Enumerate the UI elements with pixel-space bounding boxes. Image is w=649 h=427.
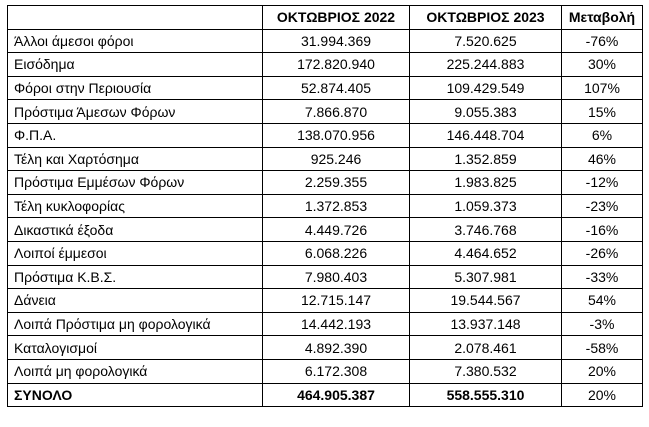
table-row xyxy=(8,359,643,383)
value-2022: 14.442.193 xyxy=(263,312,410,336)
row-label: Δικαστικά έξοδα xyxy=(8,218,263,242)
table-row xyxy=(8,100,643,124)
value-2023: 7.520.625 xyxy=(410,29,562,53)
change-value: 20% xyxy=(562,359,643,383)
value-2022: 2.259.355 xyxy=(263,171,410,195)
row-label: Πρόστιμα Άμεσων Φόρων xyxy=(8,100,263,124)
total-2022: 464.905.387 xyxy=(263,383,410,407)
row-label: Δάνεια xyxy=(8,289,263,313)
table-row xyxy=(8,194,643,218)
row-label: Πρόστιμα Εμμέσων Φόρων xyxy=(8,171,263,195)
value-2022: 4.892.390 xyxy=(263,336,410,360)
change-value: -3% xyxy=(562,312,643,336)
row-label: Εισόδημα xyxy=(8,53,263,77)
value-2023: 1.352.859 xyxy=(410,147,562,171)
header-row xyxy=(8,6,643,30)
table-row xyxy=(8,289,643,313)
row-label: Άλλοι άμεσοι φόροι xyxy=(8,29,263,53)
row-label: Λοιπά μη φορολογικά xyxy=(8,359,263,383)
value-2022: 925.246 xyxy=(263,147,410,171)
row-label: Τέλη κυκλοφορίας xyxy=(8,194,263,218)
value-2023: 146.448.704 xyxy=(410,123,562,147)
value-2022: 7.980.403 xyxy=(263,265,410,289)
row-label: Καταλογισμοί xyxy=(8,336,263,360)
value-2022: 7.866.870 xyxy=(263,100,410,124)
table-row xyxy=(8,336,643,360)
value-2022: 6.068.226 xyxy=(263,241,410,265)
change-value: 46% xyxy=(562,147,643,171)
change-value: -33% xyxy=(562,265,643,289)
change-value: 6% xyxy=(562,123,643,147)
value-2023: 13.937.148 xyxy=(410,312,562,336)
total-row xyxy=(8,383,643,407)
total-2023: 558.555.310 xyxy=(410,383,562,407)
value-2023: 225.244.883 xyxy=(410,53,562,77)
change-value: 107% xyxy=(562,76,643,100)
row-label: Φόροι στην Περιουσία xyxy=(8,76,263,100)
value-2022: 172.820.940 xyxy=(263,53,410,77)
change-value: -26% xyxy=(562,241,643,265)
revenue-table xyxy=(7,5,643,407)
value-2023: 1.983.825 xyxy=(410,171,562,195)
table-row xyxy=(8,241,643,265)
value-2022: 52.874.405 xyxy=(263,76,410,100)
table-row xyxy=(8,218,643,242)
change-value: 30% xyxy=(562,53,643,77)
table-row xyxy=(8,76,643,100)
change-value: 54% xyxy=(562,289,643,313)
row-label: Λοιποί έμμεσοι xyxy=(8,241,263,265)
value-2022: 138.070.956 xyxy=(263,123,410,147)
row-label: Πρόστιμα Κ.Β.Σ. xyxy=(8,265,263,289)
row-label: Φ.Π.Α. xyxy=(8,123,263,147)
change-value: -23% xyxy=(562,194,643,218)
table-row xyxy=(8,53,643,77)
header-change: Μεταβολή xyxy=(562,6,643,30)
table-row xyxy=(8,265,643,289)
value-2023: 19.544.567 xyxy=(410,289,562,313)
table-row xyxy=(8,147,643,171)
value-2023: 5.307.981 xyxy=(410,265,562,289)
value-2023: 2.078.461 xyxy=(410,336,562,360)
value-2023: 109.429.549 xyxy=(410,76,562,100)
table-row xyxy=(8,123,643,147)
value-2022: 6.172.308 xyxy=(263,359,410,383)
total-change: 20% xyxy=(562,383,643,407)
change-value: -12% xyxy=(562,171,643,195)
value-2022: 12.715.147 xyxy=(263,289,410,313)
value-2022: 31.994.369 xyxy=(263,29,410,53)
table-row xyxy=(8,29,643,53)
change-value: -16% xyxy=(562,218,643,242)
value-2023: 9.055.383 xyxy=(410,100,562,124)
row-label: Τέλη και Χαρτόσημα xyxy=(8,147,263,171)
change-value: 15% xyxy=(562,100,643,124)
header-october-2022: ΟΚΤΩΒΡΙΟΣ 2022 xyxy=(263,6,410,30)
change-value: -58% xyxy=(562,336,643,360)
total-label: ΣΥΝΟΛΟ xyxy=(8,383,263,407)
value-2023: 3.746.768 xyxy=(410,218,562,242)
table-row xyxy=(8,171,643,195)
row-label: Λοιπά Πρόστιμα μη φορολογικά xyxy=(8,312,263,336)
header-october-2023: ΟΚΤΩΒΡΙΟΣ 2023 xyxy=(410,6,562,30)
header-category xyxy=(8,6,263,30)
value-2022: 1.372.853 xyxy=(263,194,410,218)
value-2023: 7.380.532 xyxy=(410,359,562,383)
value-2023: 4.464.652 xyxy=(410,241,562,265)
change-value: -76% xyxy=(562,29,643,53)
table-row xyxy=(8,312,643,336)
value-2023: 1.059.373 xyxy=(410,194,562,218)
value-2022: 4.449.726 xyxy=(263,218,410,242)
